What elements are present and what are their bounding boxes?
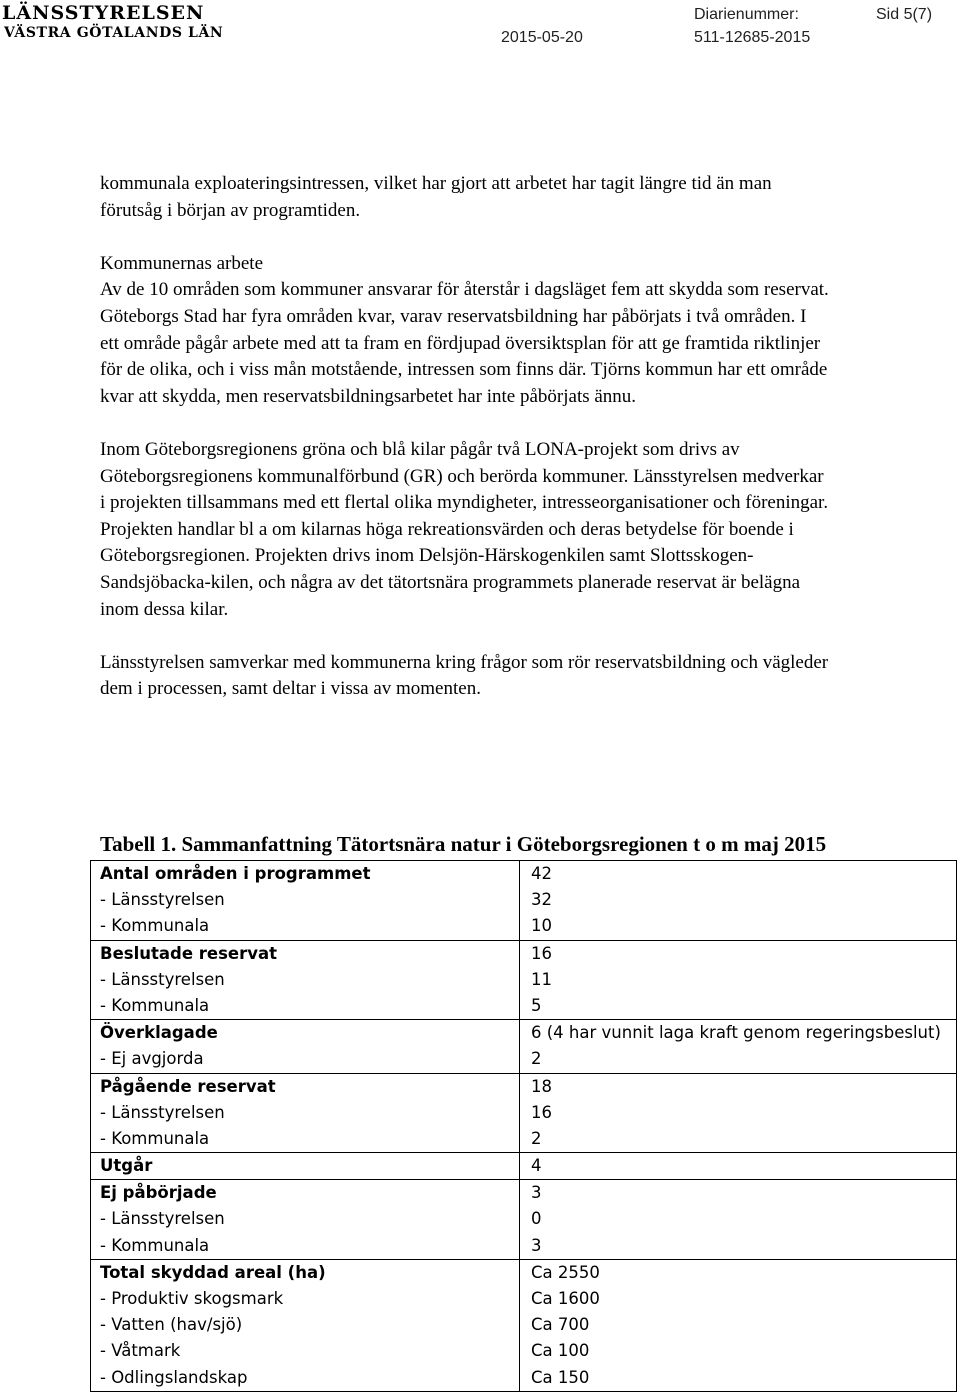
table-row: [91, 1180, 957, 1260]
logo-line-2: VÄSTRA GÖTALANDS LÄN: [4, 25, 224, 41]
page-number: Sid 5(7): [876, 6, 933, 23]
table-value: 0: [531, 1209, 542, 1229]
label-cell: [91, 1259, 520, 1391]
table-caption: Tabell 1. Sammanfattning Tätortsnära natur i Göteborgsregionen t o m maj 2015: [100, 832, 827, 856]
table-value: 42: [531, 864, 552, 883]
table-label: - Länsstyrelsen: [100, 969, 225, 989]
value-cell: [520, 940, 957, 1020]
summary-table-body: [91, 861, 957, 1392]
logo-line-1: LÄNSSTYRELSEN: [2, 2, 205, 24]
value-cell: [520, 1073, 957, 1153]
paragraph-2: Av de 10 områden som kommuner ansvarar för återstår i dagsläget fem att skydda som reservat. Göteborgs Stad har fyra områden kvar, varav reservatsbildning har påbörjats i två områden. I ett område pågår arbete med att ta fram en fördjupad översiktsplan för att ge framtida riktlinjer för de olika, och i viss mån motstående, intressen som finns där. Tjörns kommun har ett område kvar att skydda, men reservatsbildningsarbetet har inte påbörjats ännu.: [100, 279, 829, 407]
value-cell: [520, 1153, 957, 1180]
table-label: - Produktiv skogsmark: [100, 1289, 284, 1308]
table-value: Ca 700: [531, 1315, 590, 1335]
table-label: - Länsstyrelsen: [100, 1209, 225, 1229]
table-row: [91, 1073, 957, 1153]
table-label: - Ej avgjorda: [100, 1049, 204, 1069]
table-value: Ca 100: [531, 1341, 590, 1361]
paragraph-1: kommunala exploateringsintressen, vilket har gjort att arbetet har tagit längre tid än man förutsåg i början av programtiden.: [100, 173, 772, 221]
table-value: 16: [531, 943, 552, 963]
table-label: - Länsstyrelsen: [100, 890, 225, 910]
table-value: Ca 1600: [531, 1289, 600, 1308]
table-value: 32: [531, 890, 552, 910]
table-row: [91, 1153, 957, 1180]
table-value: 2: [531, 1049, 542, 1069]
document-date: 2015-05-20: [501, 29, 583, 46]
table-label: - Kommunala: [100, 1235, 210, 1255]
table-row: [91, 1020, 957, 1073]
lansstyrelsen-logo: [2, 2, 223, 42]
table-row: [91, 1259, 957, 1391]
table-value: 18: [531, 1076, 552, 1096]
subheading-kommunernas-arbete: Kommunernas arbete: [100, 252, 264, 274]
paragraph-3: Inom Göteborgsregionens gröna och blå kilar pågår två LONA-projekt som drivs av Göteborgsregionens kommunalförbund (GR) och berörda kommuner. Länsstyrelsen medverkar i projekten tillsammans med ett flertal olika myndigheter, intresseorganisationer och föreningar. Projekten handlar bl a om kilarnas höga rekreationsvärden och deras betydelse för boende i Göteborgsregionen. Projekten drivs inom Delsjön-Härskogenkilen samt Slottsskogen-Sandsjöbacka-kilen, och några av det tätortsnära programmets planerade reservat är belägna inom dessa kilar.: [100, 438, 829, 620]
table-label: - Länsstyrelsen: [100, 1102, 225, 1122]
table-label: Beslutade reservat: [100, 943, 278, 963]
table-label: Antal områden i programmet: [100, 864, 371, 883]
label-cell: [91, 1020, 520, 1073]
summary-table: [90, 860, 957, 1392]
label-cell: [91, 861, 520, 941]
table-row: [91, 861, 957, 941]
table-label: - Kommunala: [100, 1128, 210, 1148]
table-label: - Odlingslandskap: [100, 1367, 248, 1387]
label-cell: [91, 940, 520, 1020]
table-value: 10: [531, 916, 552, 936]
table-label: Total skyddad areal (ha): [100, 1262, 326, 1282]
table-label: - Kommunala: [100, 995, 210, 1015]
table-label: - Vatten (hav/sjö): [100, 1315, 243, 1335]
value-cell: [520, 1020, 957, 1073]
label-cell: [91, 1180, 520, 1260]
table-label: Utgår: [100, 1156, 153, 1176]
table-label: Överklagade: [100, 1023, 218, 1043]
table-value: 5: [531, 995, 542, 1015]
table-value: 2: [531, 1128, 542, 1148]
diarie-number: 511-12685-2015: [694, 29, 811, 46]
table-value: 4: [531, 1156, 542, 1176]
table-label: Pågående reservat: [100, 1076, 276, 1096]
table-label: - Våtmark: [100, 1341, 181, 1361]
label-cell: [91, 1153, 520, 1180]
body-text: [100, 171, 830, 703]
table-value: Ca 2550: [531, 1262, 600, 1282]
table-value: 6 (4 har vunnit laga kraft genom regeringsbeslut): [531, 1023, 941, 1043]
table-label: Ej påbörjade: [100, 1183, 217, 1203]
table-value: 16: [531, 1102, 552, 1122]
label-cell: [91, 1073, 520, 1153]
diarie-label: Diarienummer:: [694, 6, 799, 23]
table-value: 3: [531, 1183, 542, 1203]
value-cell: [520, 1259, 957, 1391]
table-label: - Kommunala: [100, 916, 210, 936]
table-value: 11: [531, 969, 552, 989]
table-value: 3: [531, 1235, 542, 1255]
value-cell: [520, 1180, 957, 1260]
table-row: [91, 940, 957, 1020]
value-cell: [520, 861, 957, 941]
table-value: Ca 150: [531, 1367, 590, 1387]
paragraph-4: Länsstyrelsen samverkar med kommunerna kring frågor som rör reservatsbildning och vägleder dem i processen, samt deltar i vissa av momenten.: [100, 651, 829, 700]
